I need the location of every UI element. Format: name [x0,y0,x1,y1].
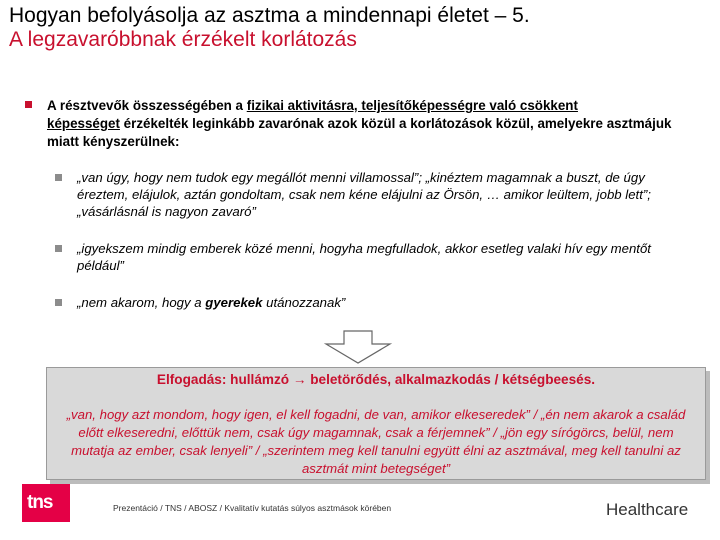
tns-logo-text: tns [27,492,53,513]
sub-bullet-3-before: „nem akarom, hogy a [77,295,206,310]
healthcare-brand: Healthcare [606,500,689,519]
acceptance-heading: Elfogadás: hullámzó → beletörődés, alkalmazkodás / kétségbeesés. [156,372,596,387]
slide-title [9,4,530,52]
main-bullet-text [47,97,707,151]
main-bullet-underlined2: képességet [47,116,120,131]
bullet-square-icon [25,101,32,108]
main-bullet-part2: érzékelték leginkább zavarónak azok közül a korlátozások közül, amelyekre asztmájuk miatt kényszerülnek: [47,116,672,149]
sub-bullet-square-icon [55,299,62,306]
down-arrow-icon [318,330,398,364]
sub-bullet-3-text [77,294,697,311]
sub-bullet-square-icon [55,245,62,252]
footer-text: Prezentáció / TNS / ABOSZ / Kvalitatív kutatás súlyos asztmások körében [113,503,392,513]
main-bullet-underlined1: fizikai aktivitásra, teljesítőképességre való csökkent [246,98,578,113]
tns-logo [22,484,70,522]
title-line-2: A legzavaróbbnak érzékelt korlátozás [9,28,357,51]
sub-bullet-3-after: utánozzanak” [262,295,346,310]
title-line-1: Hogyan befolyásolja az asztma a mindennapi életet – 5. [9,4,530,27]
sub-bullet-1-text: „van úgy, hogy nem tudok egy megállót menni villamossal”; „kinéztem magamnak a buszt, de úgy éreztem, elájulok, aztán gondoltam, csak nem kéne elájulni az Örsön, … amikor leültem, jobb lett”; „vásárlásnál is nagyon zavaró” [77,170,651,219]
acceptance-quotes: „van, hogy azt mondom, hogy igen, el kell fogadni, de van, amikor elkeseredek” / „én nem akarok a család előtt elkeseredni, előttük nem, csak úgy magamnak, csak a férjemnek” / „jön egy sírógörcs, belül, nem mutatja az ember, csak lenyeli” / „szerintem meg kell tanulni együtt élni az asztmával, meg kell tanulni az asztmát mint betegséget” [66,407,686,476]
acceptance-box [46,367,706,480]
sub-bullet-3-bold: gyerekek [205,295,263,310]
sub-bullet-square-icon [55,174,62,181]
main-bullet-part1: A résztvevők összességében a [47,98,247,113]
sub-bullet-2-text: „igyekszem mindig emberek közé menni, hogyha megfulladok, akkor esetleg valaki hív egy mentőt például” [77,241,651,273]
